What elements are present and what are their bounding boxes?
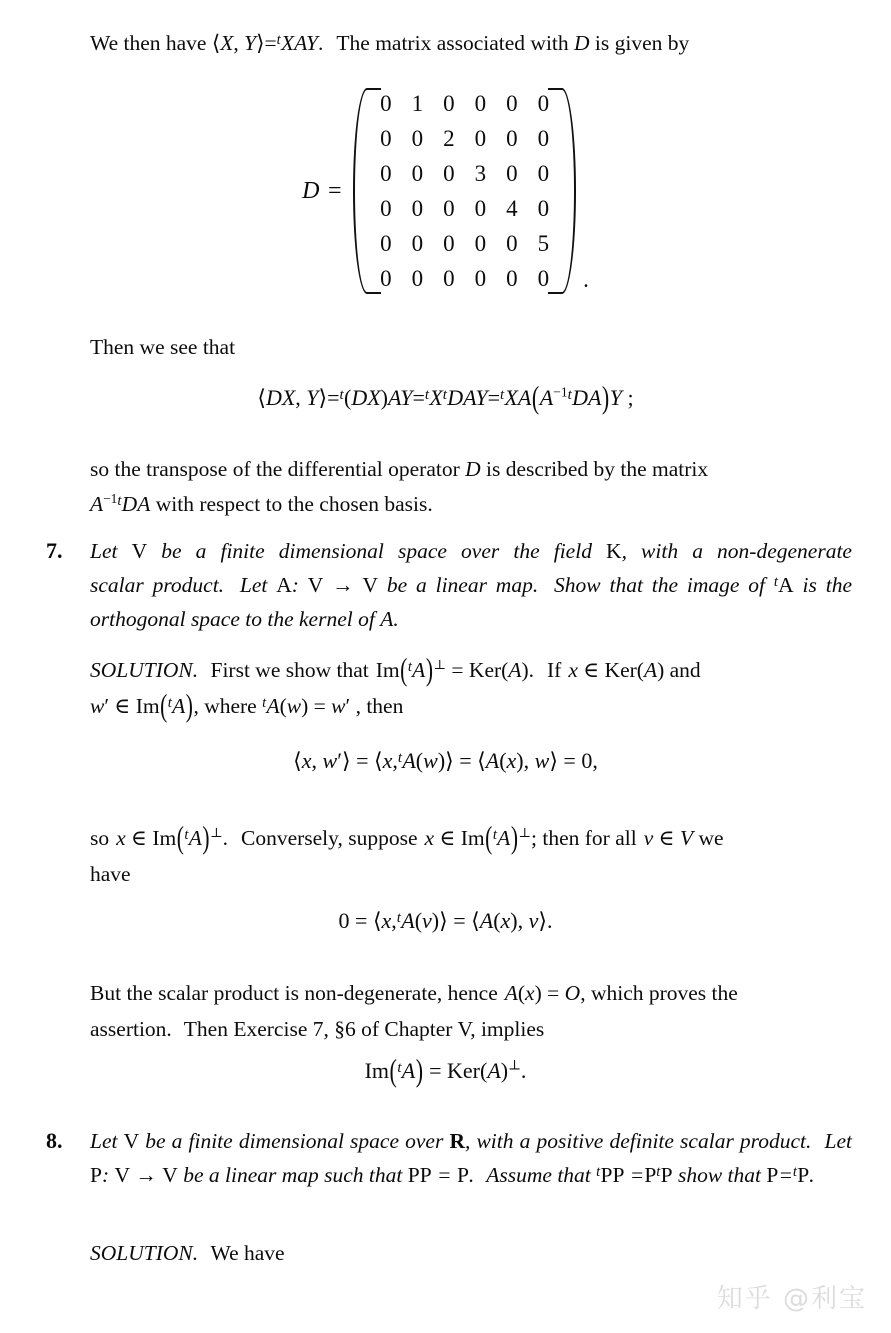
matrix-row [370,261,559,296]
matrix-row [370,121,559,156]
matrix-right-paren [560,86,580,296]
solution-8-rest: We have [210,1241,285,1265]
matrix-cell: 5 [537,230,550,256]
matrix-cell: 1 [411,90,424,116]
solution-8-paragraph [90,1236,852,1271]
matrix-cell: 0 [474,195,487,221]
matrix-cell: 0 [506,125,518,151]
matrix-left-paren [349,86,369,296]
matrix-trailing-period: . [583,267,589,292]
matrix-cell: 0 [380,265,392,291]
matrix-cell: 0 [411,195,424,221]
matrix-cell: 2 [443,125,455,151]
exercise-8-text: Let V be a finite dimensional space over R, with a positive definite scalar product. Let P: V → V be a linear map such that PP = P. Assume that $^tPP =P^tP$ show that P=$^t$P. [90,1129,852,1187]
intro-paragraph: We then have ⟨X, Y⟩=$^t$XAY. The matrix associated with D is given by [90,31,690,55]
transpose-paragraph [90,452,852,522]
matrix-row [370,156,559,191]
exercise-8 [46,1124,852,1192]
matrix-cell: 0 [411,230,424,256]
matrix-cell: 0 [411,160,424,186]
matrix-cell: 3 [474,160,487,186]
matrix-row [370,226,559,261]
matrix-cell: 0 [443,230,455,256]
matrix-cell: 0 [443,265,455,291]
matrix-cell: 0 [474,90,487,116]
matrix-cell: 0 [506,230,518,256]
matrix-cell: 0 [537,125,550,151]
conversely-line-2: have [90,862,131,886]
matrix-cell: 0 [506,90,518,116]
matrix-cell: 0 [443,160,455,186]
matrix-cell: 0 [380,125,392,151]
conversely-line-1: so x ∈ Im($^t$A)⊥. Conversely, suppose x ∈ Im($^t$A)⊥; then for all v ∈ V we [90,820,724,856]
equation-inner-product-2: 0 = ⟨x,$^t$A(v)⟩ = ⟨A(x), v⟩. [338,908,553,933]
matrix-cell: 0 [474,265,487,291]
matrix-display [0,86,891,296]
exercise-8-number: 8. [46,1128,63,1153]
solution-7-line-2: w′ ∈ Im($^t$A), where $^t$A(w) = w′ , then [90,688,404,724]
transpose-line-2: $A^{-1t}DA$ with respect to the chosen basis. [90,490,433,516]
matrix-cell: 0 [380,230,392,256]
matrix-cell: 0 [537,195,550,221]
solution-7-line-1: SOLUTION. First we show that Im($^t$A)⊥ = Ker(A). If x ∈ Ker(A) and [90,652,701,688]
matrix-cell: 0 [380,160,392,186]
matrix-cell: 0 [537,90,550,116]
transpose-line-1: so the transpose of the differential operator D is described by the matrix [90,457,709,481]
watermark: 知乎 @利宝 [716,1284,867,1314]
solution-7-label: SOLUTION. [90,658,199,682]
matrix-grid [370,86,559,296]
matrix-cell: 0 [411,125,424,151]
equation-im-ker: Im($^t$A) = Ker(A)⊥. [364,1052,527,1089]
matrix-cell: 0 [411,265,424,291]
nondegenerate-paragraph [90,975,852,1047]
matrix-label: D = [302,177,344,204]
matrix-cell: 0 [380,90,392,116]
solution-7-paragraph [90,652,852,724]
exercise-7 [46,534,852,636]
equation-dx-y: ⟨DX, $Y⟩=^t(DX)AY=^tX^tDAY=^tXA(A^{-1t}DA)Y$ ; [257,379,634,416]
solution-8-label: SOLUTION. [90,1241,199,1265]
matrix-cell: 0 [537,160,550,186]
equation-inner-product-1: ⟨x, w′⟩ = ⟨x,$^t$A(w)⟩ = ⟨A(x), w⟩ = 0, [293,748,598,773]
matrix-cell: 0 [474,230,487,256]
then-we-see-paragraph: Then we see that [90,335,236,359]
nondegenerate-line-1: But the scalar product is non-degenerate, hence A(x) = O, which proves the [90,981,738,1005]
matrix-cell: 0 [443,90,455,116]
matrix-cell: 0 [380,195,392,221]
exercise-7-number: 7. [46,538,63,563]
nondegenerate-line-2: assertion. Then Exercise 7, §6 of Chapter V, implies [90,1017,545,1041]
matrix-cell: 0 [506,160,518,186]
matrix-cell: 4 [506,195,518,221]
matrix-cell: 0 [506,265,518,291]
matrix-row [370,191,559,226]
matrix-cell: 0 [537,265,550,291]
matrix-cell: 0 [443,195,455,221]
exercise-7-text: Let V be a finite dimensional space over the field K, with a non-degenerate scalar product. Let A: V → V be a linear map. Show that the image of $^t$A is the orthogonal space to the kernel of A. [90,539,852,631]
matrix-row [370,86,559,121]
conversely-paragraph [90,820,852,892]
matrix-cell: 0 [474,125,487,151]
